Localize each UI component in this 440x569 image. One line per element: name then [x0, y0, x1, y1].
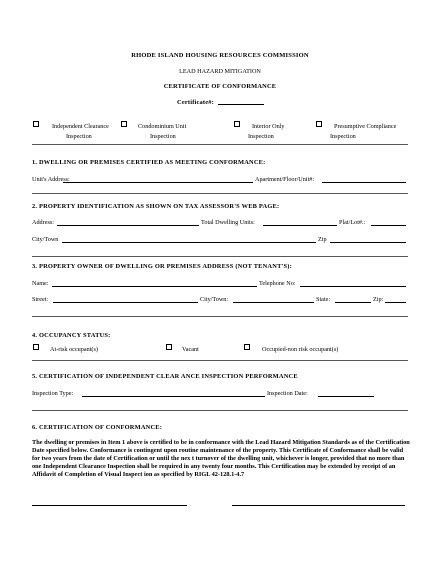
- label-presumptive-compliance: Presumptive Compliance: [334, 123, 397, 130]
- label-independent-clearance-2: Inspection: [66, 133, 92, 140]
- label-occupied-non-risk: Occupied-non risk occupant(s): [262, 346, 339, 353]
- owner-name-label: Name:: [32, 280, 49, 287]
- certification-paragraph: The dwelling or premises in Item 1 above is certified to be in conformance with the Lead Hazard Mitigation Standards as of the Certification Date specified below. Conformance is contingent upon routine maintenance of the property. This Certificate of Conformance shall be valid for two years from the date of Certification or until the nex t turnover of the dwelling unit, whichever is longer, provided that no more than one Independent Clearance Inspection shall be required in any twenty four months. This Certification may be extended by receipt of an Affidavit of Completion of Visual Inspect ion as specified by RIGL 42-128.1-4.7: [32, 439, 410, 479]
- owner-street-label: Street:: [32, 296, 49, 303]
- divider: [32, 316, 408, 317]
- total-dwelling-units-field[interactable]: [263, 225, 337, 226]
- label-interior-only-2: Inspection: [248, 133, 274, 140]
- divider: [32, 256, 408, 257]
- total-dwelling-units-label: Total Dwelling Units:: [201, 219, 255, 226]
- owner-city-label: City/Town:: [200, 296, 229, 303]
- divider: [32, 410, 408, 411]
- label-condominium-unit: Condominium Unit: [138, 123, 187, 130]
- property-address-field[interactable]: [57, 225, 199, 226]
- agency-title: RHODE ISLAND HOUSING RESOURCES COMMISSION: [131, 52, 309, 59]
- owner-name-field[interactable]: [52, 286, 257, 287]
- checkbox-interior-only[interactable]: [234, 121, 240, 127]
- section-4-heading: 4. OCCUPANCY STATUS:: [32, 332, 111, 339]
- apartment-field[interactable]: [322, 182, 406, 183]
- owner-street-field[interactable]: [53, 302, 198, 303]
- program-title: LEAD HAZARD MITIGATION: [179, 68, 261, 75]
- divider: [32, 144, 408, 145]
- section-6-heading: 6. CERTIFICATION OF CONFORMANCE:: [32, 424, 163, 431]
- plat-lot-label: Plat/Lot#.:: [339, 219, 366, 226]
- certificate-number-field[interactable]: [218, 104, 264, 105]
- owner-state-label: State:: [316, 296, 331, 303]
- units-address-label: Unit's Address:: [32, 176, 70, 183]
- inspection-date-label: Inspection Date:: [267, 390, 308, 397]
- owner-state-field[interactable]: [335, 302, 371, 303]
- section-2-heading: 2. PROPERTY IDENTIFICATION AS SHOWN ON TAX ASSESSOR'S WEB PAGE:: [32, 203, 280, 210]
- checkbox-vacant[interactable]: [166, 344, 172, 350]
- checkbox-condominium-unit[interactable]: [121, 121, 127, 127]
- label-presumptive-compliance-2: Inspection: [330, 133, 356, 140]
- section-5-heading: 5. CERTIFICATION OF INDEPENDENT CLEAR ANCE INSPECTION PERFORMANCE: [32, 373, 298, 380]
- plat-lot-field[interactable]: [371, 225, 406, 226]
- owner-zip-field[interactable]: [385, 302, 406, 303]
- owner-telephone-field[interactable]: [300, 286, 406, 287]
- property-zip-label: Zip: [318, 236, 327, 243]
- section-1-heading: 1. DWELLING OR PREMISES CERTIFIED AS MEETING CONFORMANCE:: [32, 159, 266, 166]
- owner-zip-label: Zip:: [373, 296, 384, 303]
- certificate-number-label: Certificate#:: [177, 99, 215, 106]
- property-city-field[interactable]: [62, 242, 316, 243]
- checkbox-at-risk[interactable]: [33, 344, 39, 350]
- checkbox-independent-clearance[interactable]: [33, 121, 39, 127]
- property-zip-field[interactable]: [330, 242, 406, 243]
- label-condominium-unit-2: Inspection: [150, 133, 176, 140]
- divider: [32, 360, 408, 361]
- inspection-type-label: Inspection Type:: [32, 390, 74, 397]
- property-city-label: City/Town: [32, 236, 59, 243]
- checkbox-presumptive-compliance[interactable]: [316, 121, 322, 127]
- property-address-label: Address:: [32, 219, 54, 226]
- units-address-field[interactable]: [63, 182, 253, 183]
- signature-line-left[interactable]: [32, 505, 187, 506]
- signature-line-right[interactable]: [232, 505, 405, 506]
- divider: [32, 193, 408, 194]
- owner-telephone-label: Telephone No:: [259, 280, 296, 287]
- label-vacant: Vacant: [182, 346, 199, 353]
- inspection-date-field[interactable]: [318, 396, 374, 397]
- section-3-heading: 3. PROPERTY OWNER OF DWELLING OR PREMISES ADDRESS (NOT TENANT'S):: [32, 263, 292, 270]
- inspection-type-field[interactable]: [82, 396, 265, 397]
- document-title: CERTIFICATE OF CONFORMANCE: [163, 83, 277, 90]
- label-interior-only: Interior Only: [252, 123, 285, 130]
- owner-city-field[interactable]: [233, 302, 314, 303]
- checkbox-occupied-non-risk[interactable]: [244, 344, 250, 350]
- label-at-risk: At-risk occupant(s): [50, 346, 98, 353]
- label-independent-clearance: Independent Clearance: [52, 123, 109, 130]
- apartment-label: Apartment/Floor/Unit#:: [255, 176, 315, 183]
